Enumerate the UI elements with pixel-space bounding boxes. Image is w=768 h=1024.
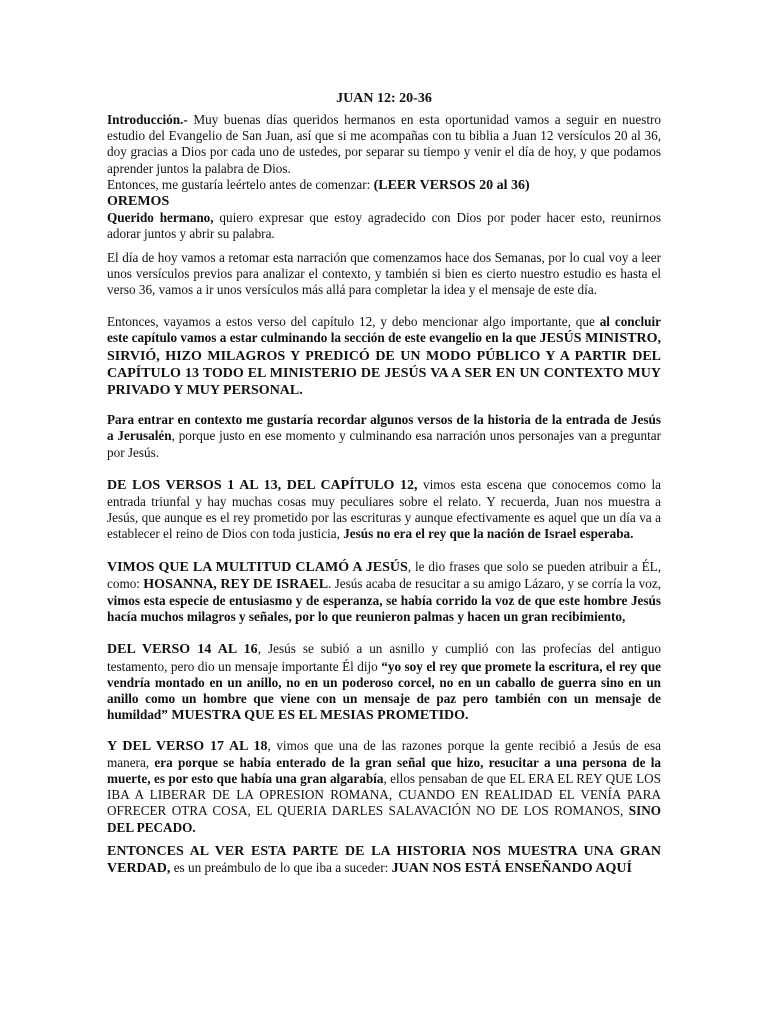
oremos-heading: OREMOS: [107, 194, 170, 210]
paragraph-querido-hermano: [107, 210, 661, 242]
capitulo-caps: JESÚS MINISTRO, SIRVIÓ, HIZO MILAGROS Y PREDICÓ DE UN MODO PÚBLICO Y A PARTIR DEL CAPÍTULO 13 TODO EL MINISTERIO DE JESÚS VA A SER EN UN CONTEXTO MUY PRIVADO Y MUY PERSONAL.: [107, 331, 661, 399]
leer-versos: (LEER VERSOS 20 al 36): [373, 177, 530, 193]
capitulo-text: Entonces, vayamos a estos verso del capítulo 12, y debo mencionar algo importante, que: [107, 314, 600, 330]
paragraph-gran-verdad: [107, 843, 661, 877]
intro-label: Introducción.-: [107, 112, 188, 127]
hosanna-text: HOSANNA, REY DE ISRAEL: [143, 576, 329, 592]
versos-1-13-bold: Jesús no era el rey que la nación de Israel esperaba.: [343, 526, 634, 542]
gran-verdad-text: es un preámbulo de lo que iba a suceder:: [170, 859, 392, 875]
paragraph-verso-14-16: [107, 641, 661, 724]
verso-17-18-bold: era porque se había enterado de la gran señal que hizo, resucitar a una persona de la muerte, es por esto que había una gran algarabía: [107, 754, 661, 786]
paragraph-dia-de-hoy: [107, 250, 661, 299]
multitud-text-2: . Jesús acaba de resucitar a su amigo Lázaro, y se corría la voz,: [328, 575, 661, 591]
mesias-prometido: MUESTRA QUE ES EL MESIAS PROMETIDO.: [167, 708, 469, 724]
multitud-text: , le dio frases que solo se pueden atribuir a ÉL, como:: [107, 558, 661, 591]
querido-hermano-text: quiero expresar que estoy agradecido con Dios por poder hacer esto, reunirnos adorar juntos y abrir su palabra.: [107, 210, 661, 242]
paragraph-introduccion: [107, 112, 661, 177]
paragraph-capitulo-12: [107, 314, 661, 399]
document-title: JUAN 12: 20-36: [336, 91, 432, 106]
paragraph-oremos: [107, 194, 661, 210]
contexto-bold: Para entrar en contexto me gustaría recordar algunos versos de la historia de la entrada de Jesús a Jerusalén: [107, 412, 661, 444]
leer-text: Entonces, me gustaría leértelo antes de comenzar:: [107, 176, 374, 192]
paragraph-contexto: [107, 412, 661, 461]
paragraph-leer: [107, 177, 661, 194]
paragraph-versos-1-13: [107, 477, 661, 543]
capitulo-bold: al concluir este capítulo vamos a estar culminando la sección de este evangelio en la que: [107, 314, 661, 346]
verso-17-18-text: , vimos que una de las razones porque la gente recibió a Jesús de esa manera,: [107, 737, 661, 770]
multitud-heading: VIMOS QUE LA MULTITUD CLAMÓ A JESÚS: [107, 559, 408, 575]
document-body: [107, 90, 661, 877]
versos-1-13-text: vimos esta escena que conocemos como la entrada triunfal y hay muchas cosas muy peculiares sobre el relato. Y recuerda, Juan nos muestra a Jesús, que aunque es el rey prometido por las escrituras y aunque efectivamente es aquel que un día va a establecer el reino de Dios con toda justicia,: [107, 476, 661, 542]
verso-17-18-caps: , ellos pensaban de que EL ERA EL REY QUE LOS IBA A LIBERAR DE LA OPRESION ROMANA, CUANDO EN REALIDAD EL VENÍA PARA OFRECER OTRA COSA, EL QUERIA DARLES SALAVACIÓN NO DE LOS ROMANOS,: [107, 770, 661, 819]
gran-verdad-heading: ENTONCES AL VER ESTA PARTE DE LA HISTORIA NOS MUESTRA UNA GRAN VERDAD,: [107, 843, 661, 876]
intro-text: Muy buenas días queridos hermanos en esta oportunidad vamos a seguir en nuestro estudio del Evangelio de San Juan, así que si me acompañas con tu biblia a Juan 12 versículos 20 al 36, doy gracias a Dios por cada uno de ustedes, por separar su tiempo y venir el día de hoy, y que podamos aprender juntos la palabra de Dios.: [107, 112, 661, 176]
verso-14-16-heading: DEL VERSO 14 AL 16: [107, 642, 258, 658]
verso-14-16-quote: “yo soy el rey que promete la escritura, el rey que vendría montado en un anillo, no en un poderoso corcel, no en un caballo de guerra sino en un anillo como un hombre que viene con un mensaje de paz pero también con un mensaje de humildad”: [107, 658, 662, 723]
paragraph-verso-17-18: [107, 738, 661, 836]
dia-de-hoy-text: El día de hoy vamos a retomar esta narración que comenzamos hace dos Semanas, por lo cual voy a leer unos versículos previos para analizar el contexto, y también si bien es cierto nuestro estudio es hasta el verso 36, vamos a ir unos versículos más allá para completar la idea y el mensaje de este día.: [107, 249, 661, 298]
contexto-text: , porque justo en ese momento y culminando esa narración unos personajes van a preguntar por Jesús.: [107, 428, 661, 460]
sino-del-pecado: SINO DEL PECADO.: [107, 803, 661, 835]
versos-1-13-heading: DE LOS VERSOS 1 AL 13, DEL CAPÍTULO 12,: [107, 477, 418, 493]
querido-hermano-label: Querido hermano,: [107, 210, 214, 226]
verso-14-16-text: , Jesús se subió a un asnillo y cumplió con las profecías del antiguo testamento, pero dio un mensaje importante Él dijo: [107, 641, 661, 674]
juan-ensenando: JUAN NOS ESTÁ ENSEÑANDO AQUÍ: [391, 860, 632, 876]
multitud-bold: vimos esta especie de entusiasmo y de esperanza, se había corrido la voz de que este hombre Jesús hacía muchos milagros y señales, por lo que reunieron palmas y hacen un gran recibimiento,: [107, 593, 661, 625]
paragraph-multitud: [107, 559, 661, 626]
verso-17-18-heading: Y DEL VERSO 17 AL 18: [107, 738, 268, 754]
